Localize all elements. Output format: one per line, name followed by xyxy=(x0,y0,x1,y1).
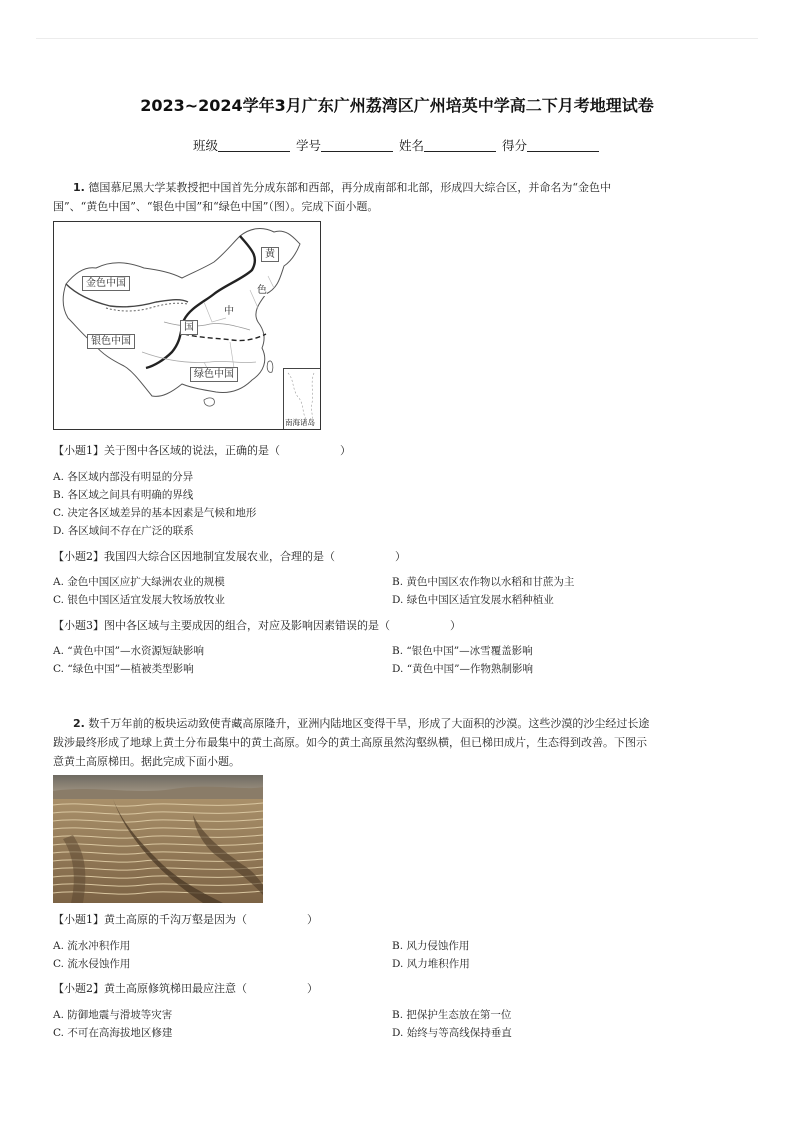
q1-sub2-option-b[interactable]: B. 黄色中国区农作物以水稻和甘蔗为主 xyxy=(392,576,575,588)
question-2-number: 2. xyxy=(73,717,85,730)
q1-sub1-option-d[interactable]: D. 各区域间不存在广泛的联系 xyxy=(53,525,194,537)
question-2-stem-line2: 跋涉最终形成了地球上黄土分布最集中的黄土高原。如今的黄土高原虽然沟壑纵横，但已梯田成片，生态得到改善。下图示 xyxy=(53,736,647,749)
map-label-yellow-1: 黄 xyxy=(261,247,279,262)
q2-sub2-option-c[interactable]: C. 不可在高海拔地区修建 xyxy=(53,1027,173,1039)
question-1-stem-line2: 国”、“黄色中国”、“银色中国”和“绿色中国”（图）。完成下面小题。 xyxy=(53,200,379,213)
q1-sub3-option-b[interactable]: B. “银色中国”—冰雪覆盖影响 xyxy=(392,645,533,657)
question-1-stem-line1: 德国慕尼黑大学某教授把中国首先分成东部和西部，再分成南部和北部，形成四大综合区，并命名为“金色中 xyxy=(88,181,611,194)
map-label-yellow-3: 中 xyxy=(224,302,234,317)
map-label-silver-china: 银色中国 xyxy=(87,334,135,349)
q2-sub1-option-b[interactable]: B. 风力侵蚀作用 xyxy=(392,940,470,952)
score-blank[interactable] xyxy=(527,139,599,152)
loess-terraces-photo xyxy=(53,775,263,903)
score-label: 得分 xyxy=(501,138,527,153)
hainan-island xyxy=(204,398,214,406)
river-line xyxy=(164,322,250,330)
q1-sub1-label: 【小题1】关于图中各区域的说法，正确的是（ xyxy=(53,444,280,457)
q2-sub1-prompt xyxy=(53,912,743,928)
inset-label: 南海诸岛 xyxy=(285,418,315,427)
name-blank[interactable] xyxy=(424,139,496,152)
q2-sub2-label: 【小题2】黄土高原修筑梯田最应注意（ xyxy=(53,982,247,995)
q1-sub3-option-a[interactable]: A. “黄色中国”—水资源短缺影响 xyxy=(53,645,204,657)
student-id-blank[interactable] xyxy=(321,139,393,152)
q1-sub2-option-c[interactable]: C. 银色中国区适宜发展大牧场放牧业 xyxy=(53,594,225,606)
q1-sub2-option-d[interactable]: D. 绿色中国区适宜发展水稻种植业 xyxy=(392,594,554,606)
page-title: 2023~2024学年3月广东广州荔湾区广州培英中学高二下月考地理试卷 xyxy=(140,96,654,115)
map-label-green-china: 绿色中国 xyxy=(190,367,238,382)
q2-sub2-option-a[interactable]: A. 防御地震与滑坡等灾害 xyxy=(53,1009,173,1021)
q2-sub1-label: 【小题1】黄土高原的千沟万壑是因为（ xyxy=(53,913,247,926)
q2-sub1-option-a[interactable]: A. 流水冲积作用 xyxy=(53,940,131,952)
q2-sub2-prompt xyxy=(53,981,743,997)
q1-sub2-prompt xyxy=(53,549,743,565)
q1-sub2-close: ） xyxy=(395,550,406,563)
student-id-label: 学号 xyxy=(295,138,321,153)
east-west-boundary xyxy=(146,236,255,368)
q2-sub1-option-c[interactable]: C. 流水侵蚀作用 xyxy=(53,958,131,970)
q1-sub1-prompt xyxy=(53,443,743,459)
q2-sub1-option-d[interactable]: D. 风力堆积作用 xyxy=(392,958,470,970)
question-2-stem-line1: 数千万年前的板块运动致使青藏高原隆升，亚洲内陆地区变得干旱，形成了大面积的沙漠。这些沙漠的沙尘经过长途 xyxy=(88,717,650,730)
q2-sub2-close: ） xyxy=(307,982,318,995)
question-1-number: 1. xyxy=(73,181,85,194)
question-2-stem xyxy=(53,714,743,771)
map-label-yellow-2: 色 xyxy=(257,281,267,296)
q1-sub1-option-b[interactable]: B. 各区域之间具有明确的界线 xyxy=(53,489,194,501)
question-2-stem-line3: 意黄土高原梯田。据此完成下面小题。 xyxy=(53,755,240,768)
q1-sub3-label: 【小题3】图中各区域与主要成因的组合，对应及影响因素错误的是（ xyxy=(53,619,390,632)
taiwan-island xyxy=(267,361,273,372)
q1-sub3-prompt xyxy=(53,618,743,634)
class-blank[interactable] xyxy=(218,139,290,152)
question-1-stem xyxy=(53,178,743,216)
map-label-gold-china: 金色中国 xyxy=(82,276,130,291)
south-china-sea-inset xyxy=(283,368,320,429)
q1-sub1-close: ） xyxy=(340,444,351,457)
student-info-line xyxy=(0,136,794,154)
name-label: 姓名 xyxy=(398,138,424,153)
header-divider xyxy=(36,38,758,39)
map-label-yellow-4: 国 xyxy=(180,320,198,335)
q1-sub1-option-a[interactable]: A. 各区域内部没有明显的分异 xyxy=(53,471,194,483)
terraces-illustration xyxy=(53,775,263,903)
q1-sub3-option-c[interactable]: C. “绿色中国”—植被类型影响 xyxy=(53,663,194,675)
q1-sub1-option-c[interactable]: C. 决定各区域差异的基本因素是气候和地形 xyxy=(53,507,257,519)
q2-sub2-option-d[interactable]: D. 始终与等高线保持垂直 xyxy=(392,1027,512,1039)
q1-sub2-option-a[interactable]: A. 金色中国区应扩大绿洲农业的规模 xyxy=(53,576,225,588)
class-label: 班级 xyxy=(192,138,218,153)
q1-sub3-close: ） xyxy=(450,619,461,632)
china-regions-map xyxy=(53,221,321,430)
q2-sub2-option-b[interactable]: B. 把保护生态放在第一位 xyxy=(392,1009,512,1021)
q1-sub3-option-d[interactable]: D. “黄色中国”—作物熟制影响 xyxy=(392,663,533,675)
q2-sub1-close: ） xyxy=(307,913,318,926)
q1-sub2-label: 【小题2】我国四大综合区因地制宜发展农业，合理的是（ xyxy=(53,550,335,563)
